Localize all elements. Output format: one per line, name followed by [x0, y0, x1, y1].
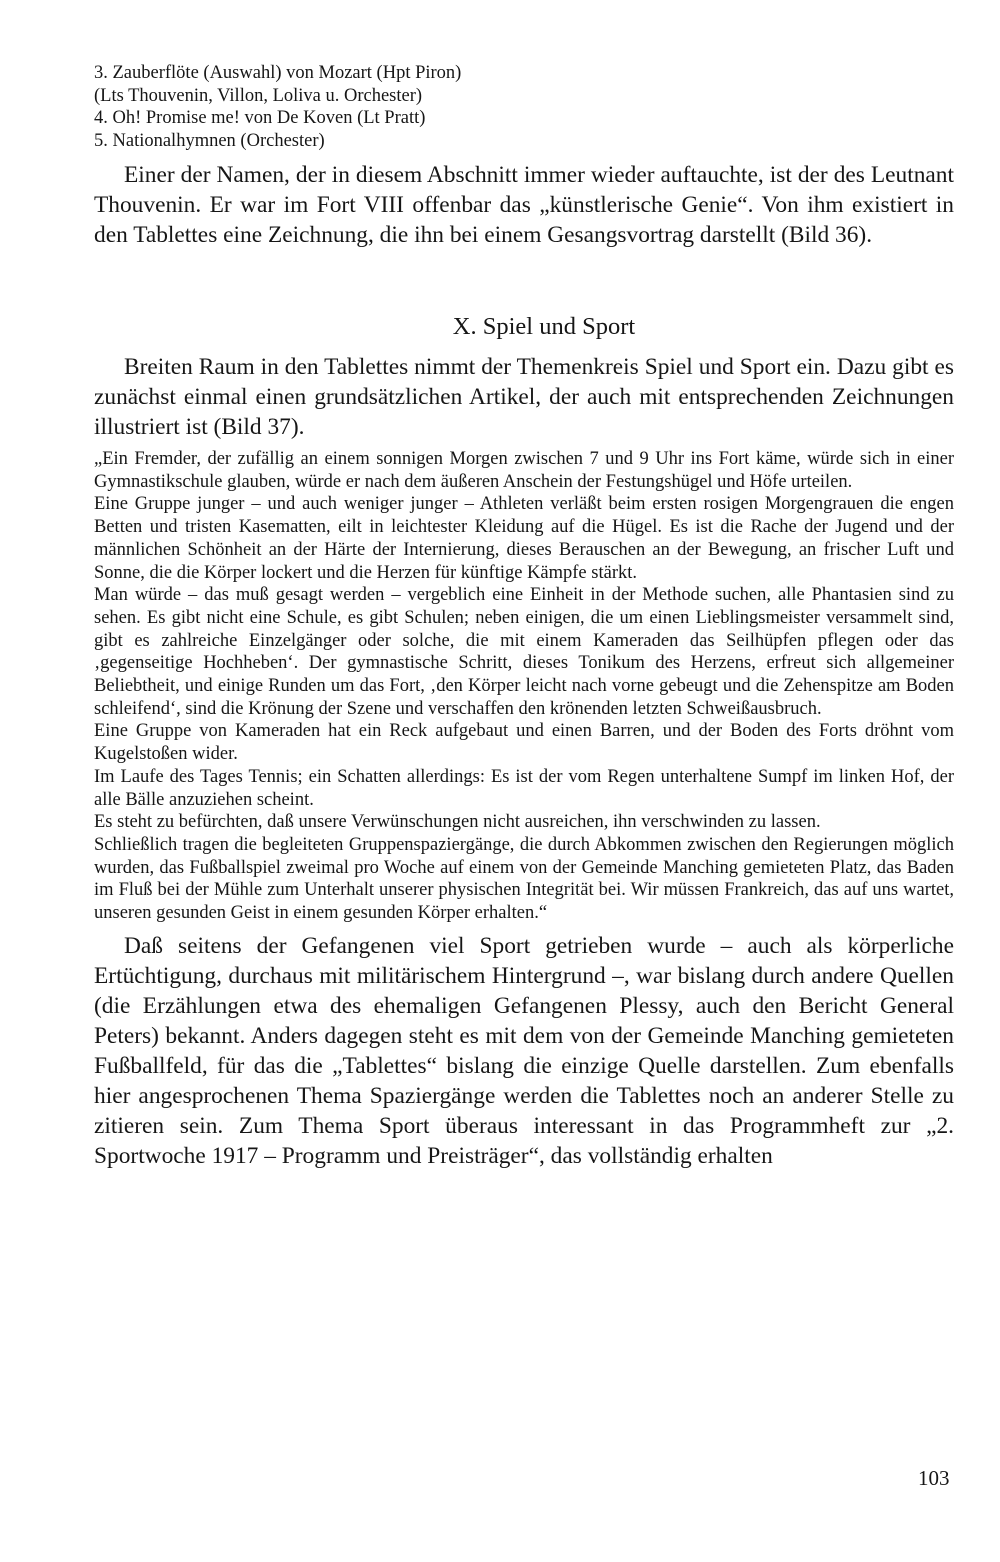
quote-paragraph: Im Laufe des Tages Tennis; ein Schatten allerdings: Es ist der vom Regen unterhaltene Sumpf im linken Hof, der alle Bälle anzuziehen scheint.	[94, 766, 954, 810]
program-item: 5. Nationalhymnen (Orchester)	[94, 130, 325, 151]
quote-paragraph: Eine Gruppe junger – und auch weniger junger – Athleten verläßt beim ersten rosigen Morgengrauen die engen Betten und tristen Kasematten, eilt in leichtester Kleidung auf die Hügel. Es ist die Rache der Jugend und der männlichen Schönheit an der Härte der Internierung, dieses Berauschen an der Bewegung, an frischer Luft und Sonne, die die Körper lockert und die Herzen für künftige Kämpfe stärkt.	[94, 494, 954, 583]
program-item: (Lts Thouvenin, Villon, Loliva u. Orchester)	[94, 85, 423, 106]
program-item: 3. Zauberflöte (Auswahl) von Mozart (Hpt Piron)	[94, 63, 462, 83]
quote-paragraph: Man würde – das muß gesagt werden – vergeblich eine Einheit in der Methode suchen, alle Phantasien sind zu sehen. Es gibt nicht eine Schule, es gibt Schulen; neben einigen, die um einen Lieblingsmeister versammelt sind, gibt es zahlreiche Einzelgänger oder solche, die mit einem Kameraden das Seilhüpfen pflegen oder das ‚gegenseitige Hochheben‘. Der gymnastische Schritt, dieses Tonikum des Herzens, erfreut sich allgemeiner Beliebtheit, und einige Runden um das Fort, ‚den Körper leicht nach vorne gebeugt und die Zehenspitze am Boden schleifend‘, sind die Krönung der Szene und verschaffen den krönenden letzten Schweißausbruch.	[94, 585, 954, 719]
paragraph-thouvenin: Einer der Namen, der in diesem Abschnitt immer wieder auftauchte, ist der des Leutnant Thouvenin. Er war im Fort VIII offenbar das „künstlerische Genie“. Von ihm existiert in den Tablettes eine Zeichnung, die ihn bei einem Gesangsvortrag darstellt (Bild 36).	[94, 162, 954, 248]
section-heading: X. Spiel und Sport	[452, 313, 636, 340]
program-item: 4. Oh! Promise me! von De Koven (Lt Pratt)	[94, 108, 426, 128]
page-number: 103	[918, 1466, 950, 1490]
quote-paragraph: Schließlich tragen die begleiteten Gruppenspaziergänge, die durch Abkommen zwischen den Regierungen möglich wurden, das Fußballspiel zweimal pro Woche auf einem von der Gemeinde Manching gemieteten Platz, das Baden im Fluß bei der Mühle zum Unterhalt unserer physischen Integrität bei. Wir müssen Frankreich, das auf uns wartet, unseren gesunden Geist in einem gesunden Körper erhalten.“	[94, 834, 954, 924]
page-content	[94, 62, 954, 1171]
paragraph-closing: Daß seitens der Gefangenen viel Sport getrieben wurde – auch als körperliche Ertüchtigung, durchaus mit militärischem Hintergrund –, war bislang durch andere Quellen (die Erzählungen etwa des ehemaligen Gefangenen Plessy, auch den Bericht General Peters) bekannt. Anders dagegen steht es mit dem von der Gemeinde Manching gemieteten Fußballfeld, für das die „Tablettes“ bislang die einzige Quelle darstellen. Zum ebenfalls hier angesprochenen Thema Spaziergänge werden die Tablettes noch an anderer Stelle zu zitieren sein. Zum Thema Sport überaus interessant in das Programmheft zur „2. Sportwoche 1917 – Programm und Preisträger“, das vollständig erhalten	[94, 932, 954, 1169]
quoted-article	[94, 448, 954, 925]
quote-paragraph: Eine Gruppe von Kameraden hat ein Reck aufgebaut und einen Barren, und der Boden des Forts dröhnt vom Kugelstoßen wider.	[94, 721, 954, 765]
quote-paragraph: „Ein Fremder, der zufällig an einem sonnigen Morgen zwischen 7 und 9 Uhr ins Fort käme, würde sich in einer Gymnastikschule glauben, würde er nach dem äußeren Anschein der Festungshügel und Höfe urteilen.	[94, 449, 954, 492]
quote-paragraph: Es steht zu befürchten, daß unsere Verwünschungen nicht ausreichen, ihn verschwinden zu lassen.	[94, 812, 821, 833]
concert-program-list	[94, 62, 954, 152]
paragraph-section-intro: Breiten Raum in den Tablettes nimmt der Themenkreis Spiel und Sport ein. Dazu gibt es zunächst einmal einen grundsätzlichen Artikel, der auch mit entsprechenden Zeichnungen illustriert ist (Bild 37).	[94, 354, 954, 440]
